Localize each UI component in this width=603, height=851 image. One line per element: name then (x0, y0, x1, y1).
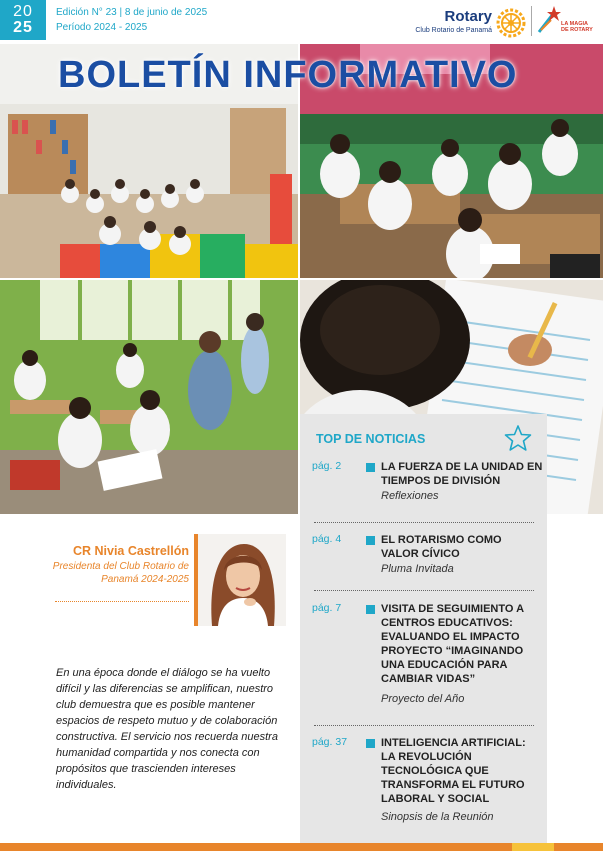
edition-line: Edición N° 23 | 8 de junio de 2025 (56, 7, 208, 18)
author-name: CR Nivia Castrellón (72, 544, 189, 558)
news-page: pág. 37 (312, 736, 348, 748)
news-section: Reflexiones (381, 490, 439, 502)
star-icon (504, 424, 532, 452)
author-role: Presidenta del Club Rotario de Panamá 2024-2025 (52, 561, 189, 585)
magia-line-1: LA MAGIA (561, 21, 588, 27)
news-title: LA FUERZA DE LA UNIDAD EN TIEMPOS DE DIVISIÓN (381, 461, 543, 487)
top-news-panel (300, 414, 547, 844)
magia-line-2: DE ROTARY (561, 27, 593, 33)
magia-star-icon (537, 4, 561, 34)
rotary-logo (400, 6, 530, 40)
news-page: pág. 7 (312, 602, 342, 614)
edition-meta (56, 5, 207, 35)
period-line: Período 2024 - 2025 (56, 22, 148, 33)
footer-accent (512, 843, 554, 851)
year-top: 20 (13, 3, 33, 20)
top-news-heading: TOP DE NOTICIAS (316, 432, 426, 446)
news-section: Pluma Invitada (381, 563, 454, 575)
news-divider (314, 590, 534, 591)
news-title: VISITA DE SEGUIMIENTO A CENTROS EDUCATIVOS: EVALUANDO EL IMPACTO PROYECTO “IMAGINANDO UNA EDUCACIÓN PARA CAMBIAR VIDAS” (381, 603, 524, 685)
news-page: pág. 2 (312, 460, 342, 472)
news-section: Sinopsis de la Reunión (381, 811, 494, 823)
year-bottom: 25 (13, 19, 33, 36)
news-title: EL ROTARISMO COMO VALOR CÍVICO (381, 534, 502, 560)
author-portrait (194, 534, 286, 626)
newsletter-title: BOLETÍN INFORMATIVO (58, 54, 518, 96)
footer-bar (0, 843, 603, 851)
magia-text (561, 21, 593, 33)
bullet-square-icon (366, 739, 375, 748)
bullet-square-icon (366, 536, 375, 545)
news-title: INTELIGENCIA ARTIFICIAL: LA REVOLUCIÓN TECNOLÓGICA QUE TRANSFORMA EL FUTURO LABORAL Y SOCIAL (381, 737, 526, 805)
bullet-square-icon (366, 605, 375, 614)
bullet-square-icon (366, 463, 375, 472)
la-magia-de-rotary-logo (537, 4, 595, 38)
rotary-club-name: Club Rotario de Panamá (415, 27, 492, 34)
news-section: Proyecto del Año (381, 693, 465, 705)
news-divider (314, 522, 534, 523)
photo-teacher-helping (0, 280, 298, 514)
year-badge (0, 0, 46, 40)
news-divider (314, 725, 534, 726)
editorial-quote: En una época donde el diálogo se ha vuelto difícil y las diferencias se amplifican, nuestro club demuestra que es posible mantener espacios de respeto mutuo y de colaboración constructiva. El servicio nos recuerda nuestra humanidad compartida y nos conecta con propósitos que trascienden intereses individuales. (56, 667, 278, 791)
news-page: pág. 4 (312, 533, 342, 545)
rotary-wordmark: Rotary (444, 8, 492, 25)
author-divider (55, 601, 189, 602)
rotary-wheel-icon (496, 8, 526, 38)
header-divider (531, 6, 532, 36)
